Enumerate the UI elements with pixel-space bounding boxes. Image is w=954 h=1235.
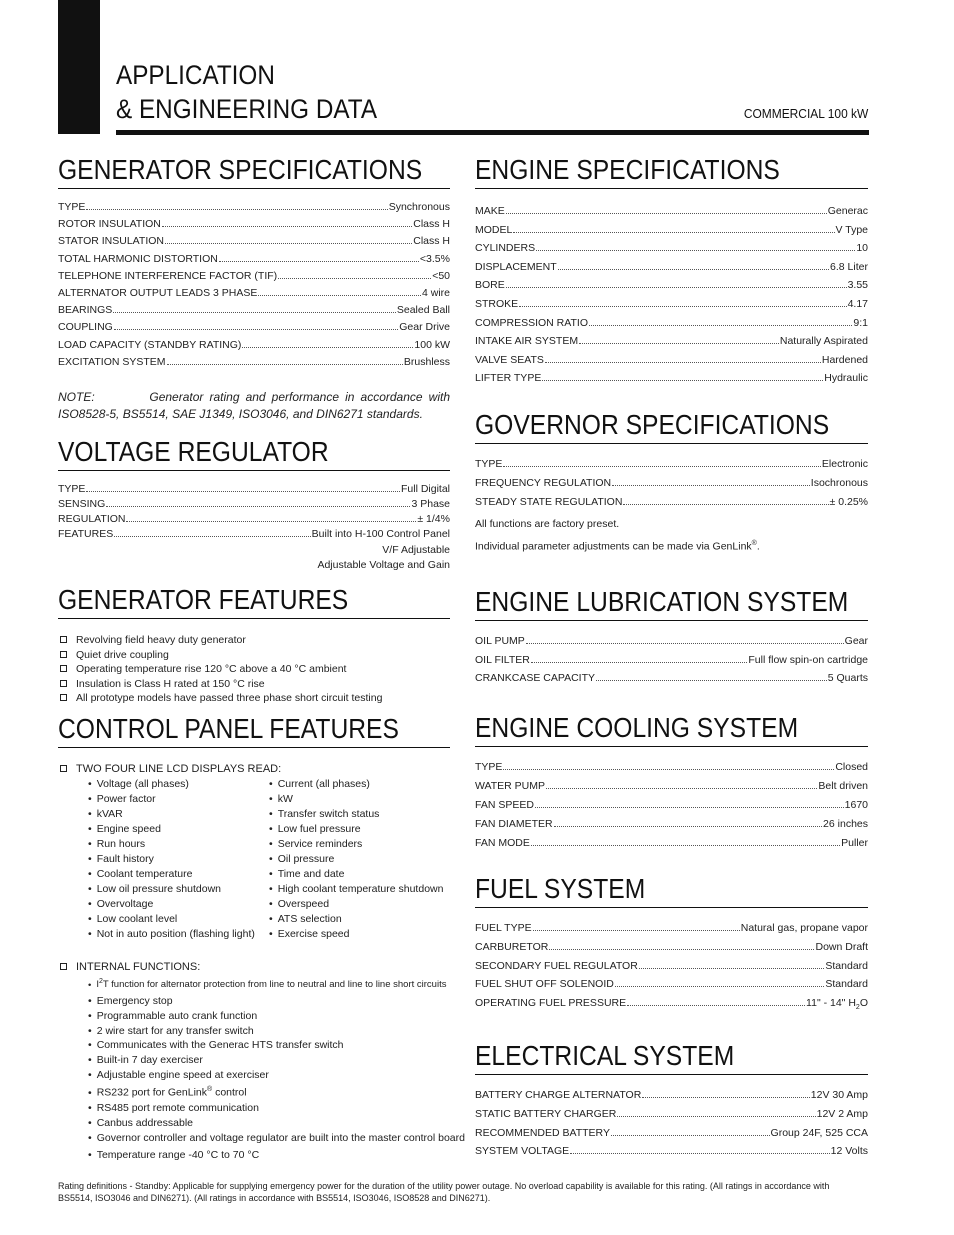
spec-row: [475, 458, 868, 477]
spec-row: [58, 304, 450, 321]
spec-label: ROTOR INSULATION: [58, 218, 161, 231]
list-item: • Time and date: [269, 867, 450, 882]
checkbox-icon: [60, 651, 67, 658]
spec-label: BORE: [475, 279, 505, 292]
engine-spec-list: [475, 205, 868, 391]
spec-row: FUEL TYPE Natural gas, propane vapor: [475, 922, 868, 934]
spec-value: Full flow spin-on cartridge: [748, 653, 868, 666]
generator-rating-note: NOTE: Generator rating and performance in accordance with ISO8528-5, BS5514, SAE J1349, ISO3046, and DIN6271 standards.: [58, 389, 450, 421]
spec-label: FREQUENCY REGULATION: [475, 477, 612, 489]
list-item: • Power factor: [88, 792, 269, 807]
section-title: GENERATOR FEATURES: [58, 584, 450, 619]
spec-row: [58, 253, 450, 270]
list-item: • Engine speed: [88, 822, 269, 837]
spec-value: Class H: [413, 235, 450, 248]
dot-leader: [617, 1116, 815, 1117]
spec-row: [58, 235, 450, 252]
spec-value: 12V 30 Amp: [810, 1089, 868, 1101]
section-title: ENGINE LUBRICATION SYSTEM: [475, 586, 868, 621]
spec-row: [58, 321, 450, 338]
dot-leader: [86, 491, 400, 492]
list-item: • Communicates with the Generac HTS transfer switch: [88, 1038, 450, 1053]
list-item: • Temperature range -40 °C to 70 °C: [88, 1148, 450, 1163]
spec-row: OPERATING FUEL PRESSURE 11" - 14" $H_2O$: [475, 997, 868, 1012]
spec-value: <50: [432, 269, 450, 282]
list-item: • Oil pressure: [269, 852, 450, 867]
dot-leader: [611, 1135, 770, 1136]
spec-row: [475, 317, 868, 336]
internal-items-a: [58, 994, 450, 1084]
spec-label: CYLINDERS: [475, 242, 536, 255]
governor-note: All functions are factory preset.: [475, 518, 620, 530]
spec-row: [475, 205, 868, 224]
list-item: • Current (all phases): [269, 777, 450, 792]
dot-leader: [114, 536, 310, 537]
spec-row: [475, 279, 868, 298]
spec-value: Closed: [835, 761, 868, 773]
generator-spec-list: [58, 201, 450, 373]
spec-value: Electronic: [821, 458, 868, 470]
list-item: Operating temperature rise 120 °C above a 40 °C ambient: [58, 662, 450, 677]
spec-row: [58, 218, 450, 235]
spec-row: [475, 799, 868, 818]
spec-label: TYPE: [58, 201, 86, 213]
spec-value: Hydraulic: [824, 372, 868, 385]
dot-leader: [546, 788, 817, 789]
internal-functions-heading: INTERNAL FUNCTIONS:: [58, 960, 450, 975]
lcd-column-right: [269, 777, 450, 941]
list-item: • Built-in 7 day exerciser: [88, 1053, 450, 1068]
dot-leader: [278, 278, 431, 279]
spec-value: 3.55: [847, 279, 868, 292]
spec-label: FEATURES: [58, 528, 114, 540]
spec-row: [475, 1127, 868, 1146]
spec-value: Gear: [844, 635, 868, 647]
governor-note: Individual parameter adjustments can be made via GenLink®.: [475, 540, 760, 553]
spec-value: 1670: [844, 799, 868, 811]
spec-label: MAKE: [475, 205, 505, 217]
checkbox-icon: [60, 765, 67, 772]
checkbox-icon: [60, 665, 67, 672]
page-title-line1: APPLICATION: [116, 60, 275, 90]
lcd-column-left: [88, 777, 269, 941]
spec-row: [475, 818, 868, 837]
spec-row: SECONDARY FUEL REGULATOR Standard: [475, 959, 868, 972]
list-item: • Exercise speed: [269, 927, 450, 942]
spec-row: [475, 654, 868, 673]
dot-leader: [242, 347, 413, 348]
spec-label: TYPE: [475, 761, 503, 773]
list-item: • Service reminders: [269, 837, 450, 852]
list-item: Quiet drive coupling: [58, 648, 450, 663]
spec-value: 10: [856, 242, 868, 255]
generator-specifications-section: [58, 154, 450, 423]
spec-value: Class H: [413, 218, 450, 231]
spec-row: [475, 354, 868, 373]
lcd-displays-heading: TWO FOUR LINE LCD DISPLAYS READ:: [58, 762, 450, 777]
spec-value: Naturally Aspirated: [779, 335, 868, 348]
spec-label: BEARINGS: [58, 304, 113, 317]
lcd-display-items: [88, 777, 450, 941]
internal-functions-list: [58, 975, 465, 1162]
spec-row: [475, 780, 868, 799]
spec-value: Isochronous: [810, 477, 868, 489]
dot-leader: [612, 485, 810, 486]
spec-value: 12 Volts: [830, 1145, 868, 1158]
spec-label: FAN MODE: [475, 837, 530, 849]
electrical-spec-list: [475, 1089, 868, 1164]
spec-label: LOAD CAPACITY (STANDBY RATING): [58, 338, 242, 351]
spec-label: REGULATION: [58, 513, 126, 525]
feature-extra-line: Adjustable Voltage and Gain: [317, 559, 450, 571]
spec-label: OIL FILTER: [475, 653, 530, 666]
spec-label: STROKE: [475, 297, 519, 310]
spec-label: TELEPHONE INTERFERENCE FACTOR (TIF): [58, 269, 278, 282]
dot-leader: [506, 287, 847, 288]
spec-row: CARBURETOR Down Draft: [475, 940, 868, 953]
engine-cooling-section: [475, 712, 868, 856]
dot-leader: [126, 521, 416, 522]
spec-row: FUEL SHUT OFF SOLENOID Standard: [475, 978, 868, 991]
spec-row: [58, 270, 450, 287]
list-item: • Low oil pressure shutdown: [88, 882, 269, 897]
list-item: • Low coolant level: [88, 912, 269, 927]
fuel-spec-list: [475, 922, 868, 1016]
feature-extra-line: V/F Adjustable: [382, 544, 450, 556]
list-item: • Adjustable engine speed at exerciser: [88, 1068, 450, 1083]
spec-label: EXCITATION SYSTEM: [58, 355, 166, 368]
section-title: ELECTRICAL SYSTEM: [475, 1040, 868, 1075]
spec-label: INTAKE AIR SYSTEM: [475, 335, 579, 348]
list-item: • kW: [269, 792, 450, 807]
generator-feature-list: [58, 633, 450, 706]
lubrication-spec-list: [475, 635, 868, 691]
list-item: • Emergency stop: [88, 994, 450, 1009]
checkbox-icon: [60, 694, 67, 701]
spec-value: 9:1: [853, 316, 868, 329]
dot-leader: [258, 295, 421, 296]
dot-leader: [531, 845, 840, 846]
spec-row: [58, 356, 450, 373]
list-item: • ATS selection: [269, 912, 450, 927]
governor-specifications-section: [475, 409, 868, 557]
spec-label: STATIC BATTERY CHARGER: [475, 1107, 617, 1120]
dot-leader: [86, 209, 387, 210]
list-item: • Governor controller and voltage regulator are built into the master control board: [88, 1131, 450, 1146]
spec-value: <3.5%: [419, 252, 450, 265]
spec-value: Belt driven: [818, 780, 868, 792]
spec-value: Hardened: [821, 353, 868, 366]
dot-leader: [535, 807, 844, 808]
dot-leader: [531, 662, 748, 663]
rating-definitions-footer: Rating definitions - Standby: Applicable for supplying emergency power for the duration of the utility power outage. No overload capability is available for this rating. (All ratings in accordance with BS5514, ISO3046 and DIN6271). (All ratings in accordance with BS5514, ISO3046, ISO8528 and DIN6271).: [58, 1181, 830, 1203]
spec-row: [58, 201, 450, 218]
spec-row: [475, 1089, 868, 1108]
list-item: • RS232 port for GenLink® control: [88, 1083, 450, 1100]
spec-label: STEADY STATE REGULATION: [475, 496, 623, 508]
section-title: GOVERNOR SPECIFICATIONS: [475, 409, 868, 444]
list-item: • Voltage (all phases): [88, 777, 269, 792]
spec-label: WATER PUMP: [475, 780, 545, 792]
list-item: • kVAR: [88, 807, 269, 822]
dot-leader: [114, 329, 398, 330]
dot-leader: [545, 362, 821, 363]
spec-value: 6.8 Liter: [830, 260, 868, 273]
page-title-line2: & ENGINEERING DATA: [116, 94, 378, 124]
cooling-spec-list: [475, 761, 868, 856]
spec-value: Puller: [841, 837, 868, 849]
spec-value: 4.17: [847, 297, 868, 310]
spec-row: [475, 261, 868, 280]
spec-row: [475, 372, 868, 391]
spec-label: COMPRESSION RATIO: [475, 316, 588, 329]
spec-value: 26 inches: [823, 818, 868, 830]
spec-value: 4 wire: [421, 286, 450, 299]
spec-label: LIFTER TYPE: [475, 372, 542, 385]
checkbox-icon: [60, 636, 67, 643]
list-item: • Transfer switch status: [269, 807, 450, 822]
spec-row: [475, 477, 868, 496]
spec-row: [475, 298, 868, 317]
list-item: • RS485 port remote communication: [88, 1101, 450, 1116]
spec-value: Generac: [827, 205, 868, 217]
spec-label: MODEL: [475, 223, 513, 236]
spec-row: [475, 1145, 868, 1164]
list-item: • Coolant temperature: [88, 867, 269, 882]
list-item: • 2 wire start for any transfer switch: [88, 1024, 450, 1039]
dot-leader: [167, 364, 403, 365]
list-item: All prototype models have passed three phase short circuit testing: [58, 691, 450, 706]
list-item: • Programmable auto crank function: [88, 1009, 450, 1024]
dot-leader: [165, 243, 412, 244]
dot-leader: [542, 380, 823, 381]
governor-spec-list: [475, 458, 868, 515]
spec-row: [58, 528, 450, 543]
spec-label: TYPE: [475, 458, 503, 470]
spec-value: 3 Phase: [411, 498, 450, 510]
spec-row: [58, 483, 450, 498]
page-title: [116, 58, 377, 126]
spec-value: Gear Drive: [399, 321, 450, 334]
dot-leader: [579, 343, 779, 344]
spec-row: [475, 496, 868, 515]
spec-value: Brushless: [403, 355, 450, 368]
dot-leader: [558, 269, 829, 270]
internal-items-b: [58, 1101, 465, 1146]
spec-row: [58, 513, 450, 528]
list-item: • Canbus addressable: [88, 1116, 450, 1131]
dot-leader: [106, 506, 410, 507]
spec-label: TOTAL HARMONIC DISTORTION: [58, 252, 218, 265]
spec-value: Full Digital: [400, 483, 450, 495]
section-title: GENERATOR SPECIFICATIONS: [58, 154, 450, 189]
list-item: • $I^2T$ function for alternator protection from line to neutral and line to line short circuits: [88, 975, 450, 993]
spec-label: VALVE SEATS: [475, 353, 544, 366]
header-black-bar: [58, 0, 100, 134]
spec-label: SYSTEM VOLTAGE: [475, 1145, 570, 1158]
section-title: ENGINE SPECIFICATIONS: [475, 154, 868, 189]
dot-leader: [536, 250, 855, 251]
spec-row: [475, 837, 868, 856]
spec-row: [475, 635, 868, 654]
header-rule: [116, 130, 869, 135]
dot-leader: [589, 325, 852, 326]
list-item: • Run hours: [88, 837, 269, 852]
list-item: • Overspeed: [269, 897, 450, 912]
spec-value: 12V 2 Amp: [816, 1107, 868, 1120]
list-item: Insulation is Class H rated at 150 °C rise: [58, 677, 450, 692]
spec-label: DISPLACEMENT: [475, 260, 557, 273]
fuel-system-section: [475, 873, 868, 1016]
spec-row: [475, 242, 868, 261]
spec-label: FAN DIAMETER: [475, 818, 553, 830]
section-title: CONTROL PANEL FEATURES: [58, 713, 450, 748]
dot-leader: [113, 312, 396, 313]
spec-label: RECOMMENDED BATTERY: [475, 1126, 610, 1139]
section-title: VOLTAGE REGULATOR: [58, 436, 450, 471]
control-panel-features-section: [58, 713, 465, 1163]
dot-leader: [503, 769, 834, 770]
list-item: • Overvoltage: [88, 897, 269, 912]
list-item: Revolving field heavy duty generator: [58, 633, 450, 648]
dot-leader: [642, 1097, 809, 1098]
spec-row: [475, 224, 868, 243]
checkbox-icon: [60, 963, 67, 970]
spec-label: SENSING: [58, 498, 106, 510]
dot-leader: [570, 1153, 829, 1154]
spec-row: [58, 339, 450, 356]
spec-value: Synchronous: [388, 201, 450, 213]
spec-value: V Type: [835, 223, 868, 236]
spec-label: STATOR INSULATION: [58, 235, 164, 248]
spec-row: [58, 287, 450, 304]
dot-leader: [596, 680, 827, 681]
spec-row: [475, 1108, 868, 1127]
dot-leader: [219, 261, 419, 262]
spec-row: [58, 498, 450, 513]
spec-label: COUPLING: [58, 321, 113, 334]
voltage-regulator-section: [58, 436, 450, 573]
dot-leader: [503, 466, 820, 467]
spec-label: BATTERY CHARGE ALTERNATOR: [475, 1089, 642, 1101]
spec-label: CRANKCASE CAPACITY: [475, 672, 595, 684]
model-label: COMMERCIAL 100 kW: [743, 106, 868, 121]
spec-value: Sealed Ball: [396, 304, 450, 317]
generator-features-section: [58, 584, 450, 706]
dot-leader: [623, 504, 828, 505]
section-title: FUEL SYSTEM: [475, 873, 868, 908]
spec-label: FAN SPEED: [475, 799, 534, 811]
spec-value: 5 Quarts: [827, 672, 868, 684]
list-item: • Not in auto position (flashing light): [88, 927, 269, 942]
spec-label: OIL PUMP: [475, 635, 525, 647]
electrical-system-section: [475, 1040, 868, 1164]
spec-value: ± 0.25%: [829, 496, 868, 508]
voltage-regulator-spec-list: [58, 483, 450, 543]
dot-leader: [513, 232, 834, 233]
spec-value: 100 kW: [414, 338, 450, 351]
spec-row: [475, 672, 868, 691]
dot-leader: [506, 213, 827, 214]
section-title: ENGINE COOLING SYSTEM: [475, 712, 868, 747]
spec-row: [475, 761, 868, 780]
engine-lubrication-section: [475, 586, 868, 691]
spec-label: TYPE: [58, 483, 86, 495]
engine-specifications-section: [475, 154, 868, 391]
spec-value: Built into H-100 Control Panel: [311, 528, 450, 540]
spec-value: ± 1/4%: [417, 513, 450, 525]
checkbox-icon: [60, 680, 67, 687]
dot-leader: [519, 306, 846, 307]
dot-leader: [554, 826, 822, 827]
dot-leader: [526, 643, 844, 644]
spec-value: Group 24F, 525 CCA: [770, 1126, 868, 1139]
dot-leader: [162, 226, 412, 227]
list-item: • Low fuel pressure: [269, 822, 450, 837]
spec-label: ALTERNATOR OUTPUT LEADS 3 PHASE: [58, 286, 258, 299]
list-item: • Fault history: [88, 852, 269, 867]
spec-row: [475, 335, 868, 354]
list-item: • High coolant temperature shutdown: [269, 882, 450, 897]
